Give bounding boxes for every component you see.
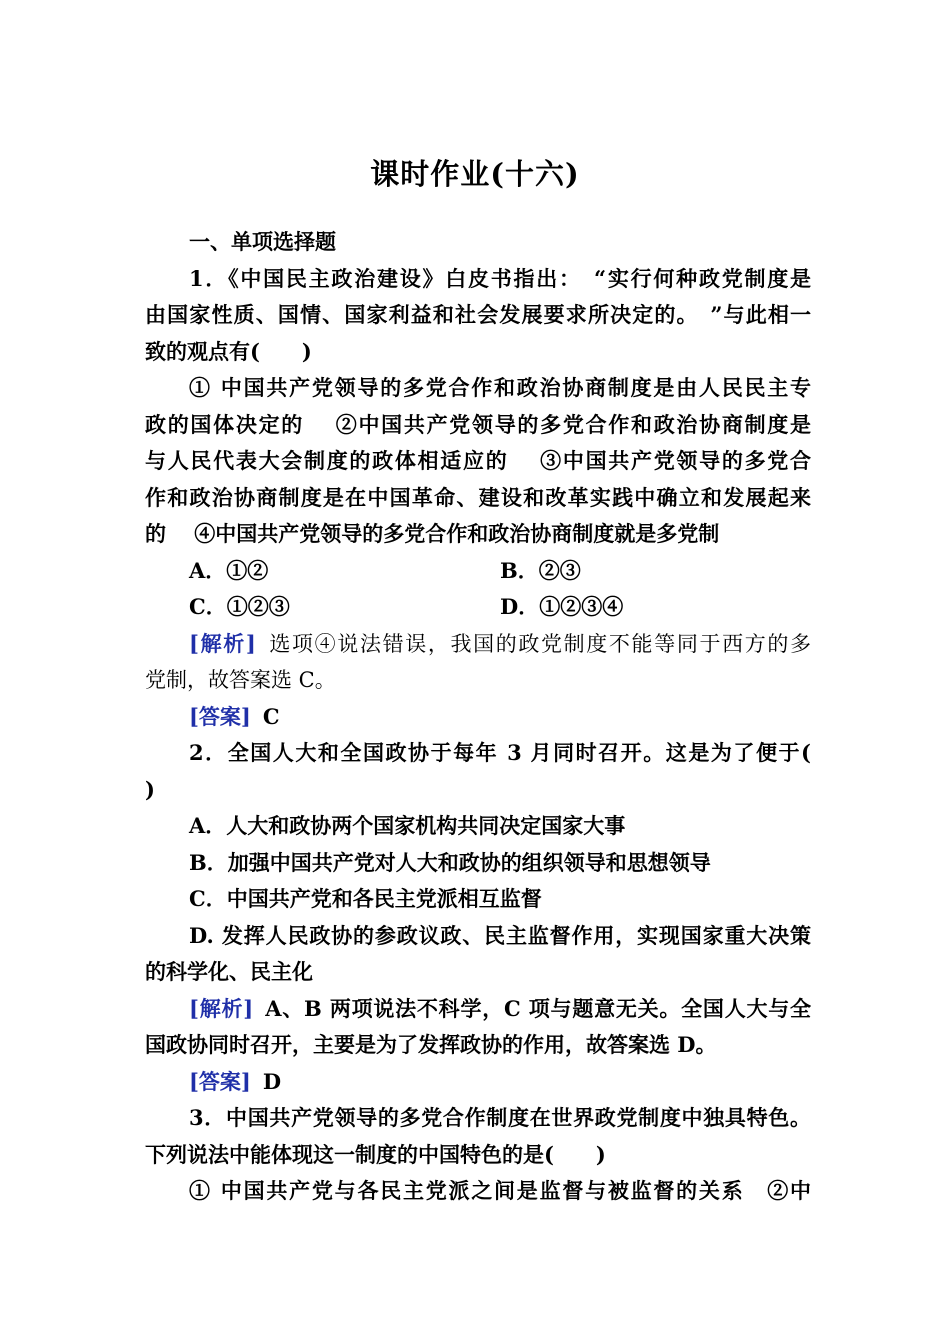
q2-option-b: B．加强中国共产党对人大和政协的组织领导和思想领导 [189, 849, 711, 875]
q2-option-d: D. 发挥人民政协的参政议政、民主监督作用，实现国家重大决策 [189, 922, 811, 948]
q2-analysis-text: A、B 两项说法不科学，C 项与题意无关。全国人大与全 [265, 995, 811, 1021]
page-title: 课时作业(十六) [370, 157, 580, 191]
q1-stem-line: 1．《中国民主政治建设》白皮书指出： “实行何种政党制度是 [189, 265, 811, 291]
q1-option-b: B．②③ [500, 557, 581, 583]
q1-option-c: C．①②③ [189, 594, 290, 619]
q1-answer-value: C [262, 703, 280, 729]
q3-stem-line: 下列说法中能体现这一制度的中国特色的是( ) [145, 1141, 606, 1167]
q1-answer [145, 699, 811, 736]
answer-tag: [答案] [189, 1068, 251, 1094]
q3-statement-line: ① 中国共产党与各民主党派之间是监督与被监督的关系 ②中 [189, 1178, 811, 1203]
q2-stem-line: 2．全国人大和全国政协于每年 3 月同时召开。这是为了便于( [189, 740, 811, 765]
q2-analysis-text: 国政协同时召开，主要是为了发挥政协的作用，故答案选 D。 [145, 1032, 717, 1057]
q1-statement-line: ① 中国共产党领导的多党合作和政治协商制度是由人民民主专 [189, 375, 811, 400]
q1-analysis-text: 选项④说法错误，我国的政党制度不能等同于西方的多 [267, 631, 812, 656]
document-body [145, 224, 811, 1210]
q1-option-a: A．①② [189, 557, 269, 583]
answer-tag: [答案] [189, 703, 251, 729]
q2-analysis [145, 991, 811, 1028]
q2-option-c: C．中国共产党和各民主党派相互监督 [189, 886, 542, 911]
q1-stem-line: 由国家性质、国情、国家利益和社会发展要求所决定的。 ”与此相一 [145, 302, 811, 327]
q2-stem-line: ) [145, 776, 155, 802]
analysis-tag: [解析] [189, 630, 256, 656]
q1-options-row [145, 553, 811, 590]
q2-option-d: 的科学化、民主化 [145, 959, 313, 984]
q2-answer [145, 1064, 811, 1101]
q1-statement-line: 政的国体决定的 ②中国共产党领导的多党合作和政治协商制度是 [145, 411, 811, 437]
q3-stem-line: 3．中国共产党领导的多党合作制度在世界政党制度中独具特色。 [189, 1105, 811, 1130]
q1-statement-line: 作和政治协商制度是在中国革命、建设和改革实践中确立和发展起来 [145, 484, 811, 510]
q1-options-row [145, 589, 811, 626]
q1-option-d: D．①②③④ [500, 594, 624, 619]
q1-stem-line: 致的观点有( ) [145, 338, 312, 364]
q1-statement-line: 的 ④中国共产党领导的多党合作和政治协商制度就是多党制 [145, 521, 720, 546]
q1-statement-line: 与人民代表大会制度的政体相适应的 ③中国共产党领导的多党合 [145, 448, 811, 473]
section-heading: 一、单项选择题 [189, 229, 336, 254]
q2-answer-value: D [262, 1068, 282, 1094]
q2-option-a: A．人大和政协两个国家机构共同决定国家大事 [189, 813, 626, 838]
q1-analysis-text: 党制，故答案选 C。 [145, 668, 336, 692]
analysis-tag: [解析] [189, 995, 254, 1021]
q1-analysis [145, 626, 811, 663]
